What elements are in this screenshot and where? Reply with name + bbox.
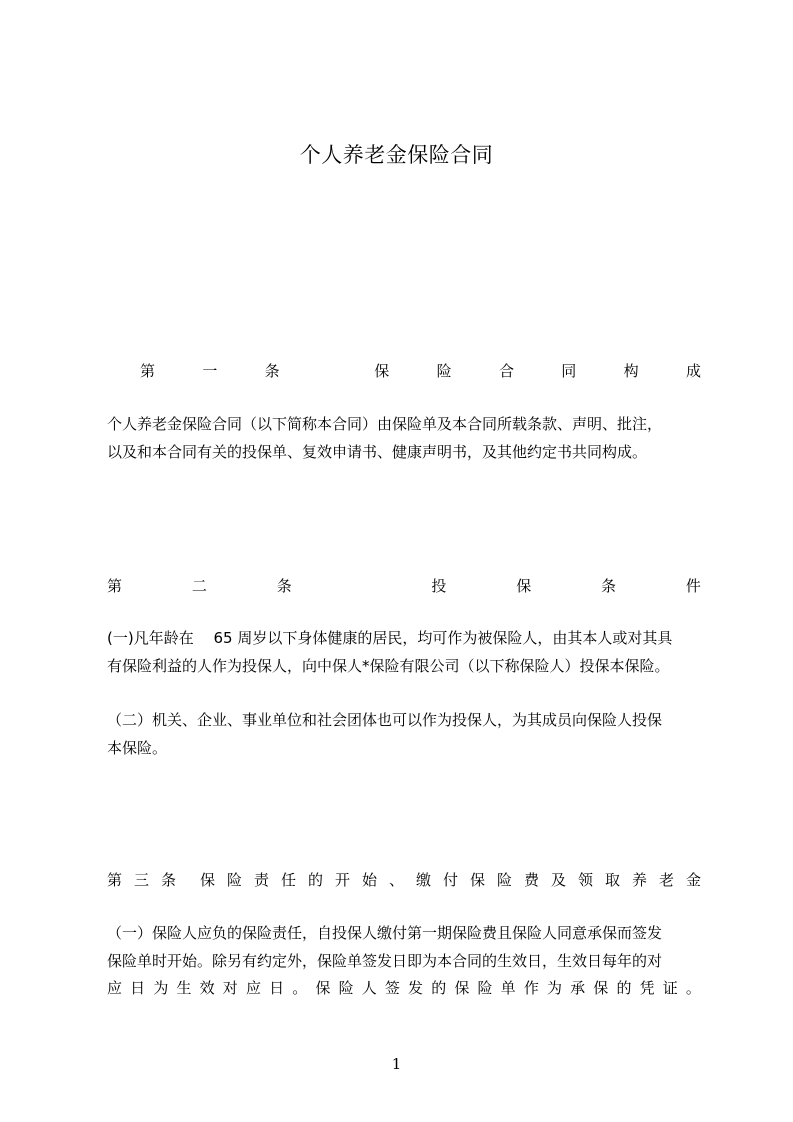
heading-char: 第	[107, 871, 123, 889]
heading-char: 、	[388, 871, 404, 889]
justified-char: 的	[431, 979, 447, 997]
article-1-line-2: 以及和本合同有关的投保单、复效申请书、健康声明书，及其他约定书共同构成。	[107, 443, 648, 461]
article-2-para-1-line-1: (一)凡年龄在 65 周岁以下身体健康的居民，均可作为被保险人，由其本人或对其具	[107, 629, 673, 647]
heading-char: 条	[601, 577, 617, 595]
justified-char: 人	[361, 979, 377, 997]
heading-char: 第	[107, 577, 123, 595]
heading-char: 保	[516, 577, 532, 595]
article-3-line-2: 保险单时开始。除另有约定外，保险单签发日即为本合同的生效日，生效日每年的对	[107, 952, 663, 970]
justified-char: 作	[523, 979, 539, 997]
justified-char: 应	[107, 979, 123, 997]
heading-char: 缴	[415, 871, 431, 889]
justified-char: 凭	[639, 979, 655, 997]
heading-char: 保	[199, 871, 215, 889]
justified-char: 证	[662, 979, 678, 997]
heading-char: 险	[496, 871, 512, 889]
document-title: 个人养老金保险合同	[299, 143, 494, 167]
heading-char: 件	[685, 577, 701, 595]
article-3-heading	[107, 869, 701, 891]
heading-char: 合	[498, 362, 514, 380]
heading-char: 条	[276, 577, 292, 595]
article-2-para-1-line-2: 有保险利益的人作为投保人，向中保人*保险有限公司（以下称保险人）投保本保险。	[107, 657, 670, 675]
page-number: 1	[391, 1055, 402, 1073]
heading-char: 养	[631, 871, 647, 889]
justified-char: 日	[269, 979, 285, 997]
heading-char: 开	[334, 871, 350, 889]
heading-char: 投	[431, 577, 447, 595]
heading-char: 同	[561, 362, 577, 380]
heading-char: 三	[134, 871, 150, 889]
article-1-heading	[140, 360, 701, 382]
heading-char: 及	[550, 871, 566, 889]
justified-char: 保	[315, 979, 331, 997]
justified-char: 生	[176, 979, 192, 997]
article-3-line-1: （一）保险人应负的保险责任，自投保人缴付第一期保险费且保险人同意承保而签发	[107, 924, 663, 942]
article-2-para-2-line-2: 本保险。	[107, 739, 168, 757]
justified-char: 发	[408, 979, 424, 997]
heading-char: 成	[685, 362, 701, 380]
heading-char: 领	[577, 871, 593, 889]
justified-char: 险	[477, 979, 493, 997]
justified-char: 签	[384, 979, 400, 997]
heading-char: 第	[140, 362, 156, 380]
justified-char: 。	[292, 979, 308, 997]
justified-char: 为	[546, 979, 562, 997]
justified-char: 应	[245, 979, 261, 997]
heading-char: 老	[658, 871, 674, 889]
heading-char: 险	[226, 871, 242, 889]
article-2-heading	[107, 575, 701, 597]
justified-char: 效	[199, 979, 215, 997]
heading-char: 任	[280, 871, 296, 889]
heading-char: 金	[685, 871, 701, 889]
heading-char: 责	[253, 871, 269, 889]
justified-char: 险	[338, 979, 354, 997]
justified-char: 保	[454, 979, 470, 997]
justified-char: 承	[570, 979, 586, 997]
article-3-line-3	[107, 977, 701, 999]
heading-char: 一	[202, 362, 218, 380]
justified-char: 日	[130, 979, 146, 997]
justified-char: 保	[593, 979, 609, 997]
heading-char: 始	[361, 871, 377, 889]
justified-char: 单	[500, 979, 516, 997]
heading-char: 二	[191, 577, 207, 595]
justified-char: 。	[685, 979, 701, 997]
article-1-line-1: 个人养老金保险合同（以下简称本合同）由保险单及本合同所载条款、声明、批注，	[107, 415, 663, 433]
heading-char: 的	[307, 871, 323, 889]
heading-char: 取	[604, 871, 620, 889]
heading-char: 费	[523, 871, 539, 889]
justified-char: 为	[153, 979, 169, 997]
justified-char: 对	[222, 979, 238, 997]
heading-char: 条	[264, 362, 280, 380]
justified-char: 的	[616, 979, 632, 997]
heading-char: 付	[442, 871, 458, 889]
heading-char: 条	[161, 871, 177, 889]
article-2-para-2-line-1: （二）机关、企业、事业单位和社会团体也可以作为投保人，为其成员向保险人投保	[107, 711, 663, 729]
heading-char: 构	[623, 362, 639, 380]
heading-char: 保	[374, 362, 390, 380]
heading-char: 险	[436, 362, 452, 380]
heading-char: 保	[469, 871, 485, 889]
